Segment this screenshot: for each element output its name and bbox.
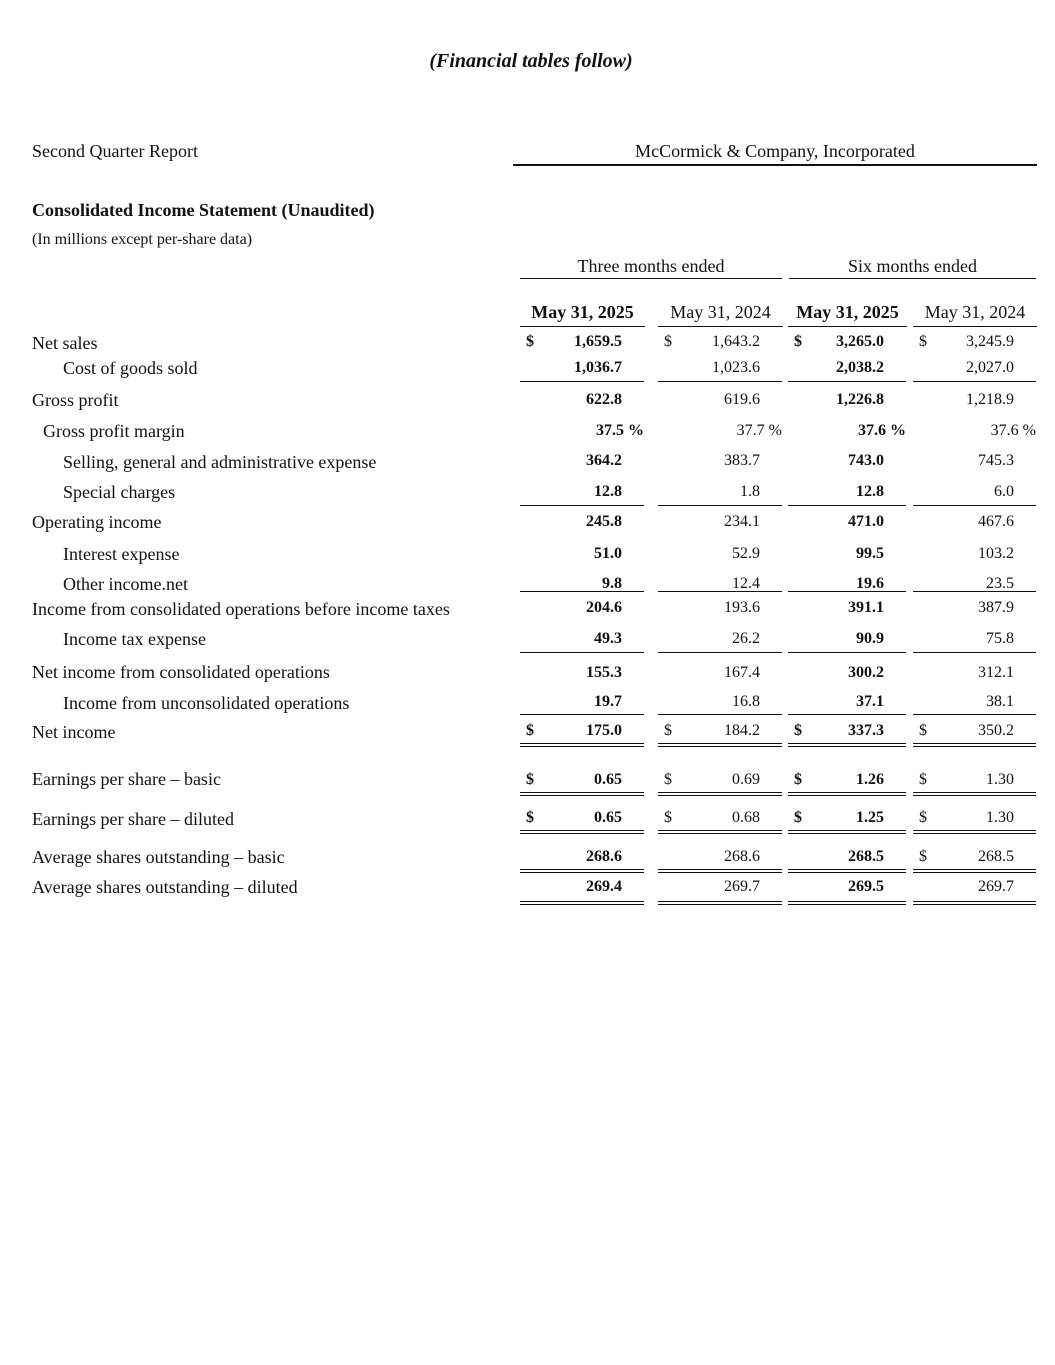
cell-value: 619.6 xyxy=(724,391,760,408)
cell-value: 312.1 xyxy=(978,664,1014,681)
cell-value: 12.4 xyxy=(732,575,760,592)
double-underline-rule xyxy=(520,830,644,834)
table-cell xyxy=(520,543,644,565)
cell-value: 269.7 xyxy=(978,878,1014,895)
cell-value: 37.5 % xyxy=(596,422,644,439)
cell-value: 26.2 xyxy=(732,630,760,647)
cell-value: 75.8 xyxy=(986,630,1014,647)
cell-value: 467.6 xyxy=(978,513,1014,530)
cell-value: 37.1 xyxy=(856,693,884,710)
cell-value: 3,245.9 xyxy=(966,333,1014,350)
table-cell xyxy=(913,331,1036,353)
currency-symbol: $ xyxy=(664,809,672,826)
cell-value: 350.2 xyxy=(978,722,1014,739)
table-cell xyxy=(520,420,644,442)
cell-value: 52.9 xyxy=(732,545,760,562)
table-cell xyxy=(658,420,782,442)
cell-value: 9.8 xyxy=(602,575,622,592)
cell-value: 51.0 xyxy=(594,545,622,562)
cell-value: 269.4 xyxy=(586,878,622,895)
cell-value: 184.2 xyxy=(724,722,760,739)
double-underline-rule xyxy=(658,743,782,747)
table-cell xyxy=(788,511,906,533)
row-label: Operating income xyxy=(32,512,162,532)
cell-value: 204.6 xyxy=(586,599,622,616)
table-cell xyxy=(520,357,644,379)
table-cell xyxy=(520,662,644,684)
cell-value: 268.5 xyxy=(848,848,884,865)
table-cell xyxy=(520,389,644,411)
company-name: McCormick & Company, Incorporated xyxy=(513,141,1037,166)
table-cell xyxy=(788,807,906,829)
cell-value: 1.26 xyxy=(856,771,884,788)
cell-value: 49.3 xyxy=(594,630,622,647)
double-underline-rule xyxy=(658,901,782,905)
cell-value: 1,659.5 xyxy=(574,333,622,350)
table-cell xyxy=(788,691,906,713)
table-cell xyxy=(913,543,1036,565)
double-underline-rule xyxy=(788,743,906,747)
table-cell xyxy=(658,846,782,868)
row-label: Net income from consolidated operations xyxy=(32,662,330,682)
cell-value: 1.30 xyxy=(986,809,1014,826)
table-cell xyxy=(913,846,1036,868)
cell-value: 0.65 xyxy=(594,809,622,826)
table-cell xyxy=(913,420,1036,442)
cell-value: 37.7 % xyxy=(736,422,782,439)
table-cell xyxy=(913,597,1036,619)
table-cell xyxy=(658,481,782,503)
row-label: Net income xyxy=(32,722,116,742)
table-cell xyxy=(658,628,782,650)
underline-rule xyxy=(913,714,1036,715)
table-cell xyxy=(788,389,906,411)
cell-value: 19.7 xyxy=(594,693,622,710)
cell-value: 268.5 xyxy=(978,848,1014,865)
intro-heading: (Financial tables follow) xyxy=(429,50,633,72)
currency-symbol: $ xyxy=(664,333,672,350)
table-cell xyxy=(788,846,906,868)
column-header: May 31, 2024 xyxy=(658,302,783,327)
cell-value: 2,027.0 xyxy=(966,359,1014,376)
underline-rule xyxy=(658,505,782,506)
column-header: May 31, 2025 xyxy=(520,302,645,327)
cell-value: 1,036.7 xyxy=(574,359,622,376)
row-label: Special charges xyxy=(63,482,176,502)
underline-rule xyxy=(913,652,1036,653)
double-underline-rule xyxy=(788,869,906,873)
underline-rule xyxy=(658,591,782,592)
table-cell xyxy=(788,720,906,742)
cell-value: 245.8 xyxy=(586,513,622,530)
double-underline-rule xyxy=(658,869,782,873)
currency-symbol: $ xyxy=(664,722,672,739)
table-cell xyxy=(913,691,1036,713)
cell-value: 300.2 xyxy=(848,664,884,681)
cell-value: 6.0 xyxy=(994,483,1014,500)
double-underline-rule xyxy=(520,901,644,905)
period-three-months: Three months ended xyxy=(520,256,782,279)
underline-rule xyxy=(658,652,782,653)
table-cell xyxy=(658,720,782,742)
row-label: Earnings per share – basic xyxy=(32,769,221,789)
table-cell xyxy=(520,807,644,829)
row-label: Other income.net xyxy=(63,574,188,594)
table-cell xyxy=(788,420,906,442)
table-cell xyxy=(788,876,906,898)
table-cell xyxy=(913,876,1036,898)
table-cell xyxy=(913,720,1036,742)
double-underline-rule xyxy=(913,869,1036,873)
table-cell xyxy=(658,876,782,898)
table-cell xyxy=(658,357,782,379)
currency-symbol: $ xyxy=(919,848,927,865)
double-underline-rule xyxy=(913,743,1036,747)
table-cell xyxy=(658,691,782,713)
currency-symbol: $ xyxy=(794,333,802,350)
cell-value: 175.0 xyxy=(586,722,622,739)
underline-rule xyxy=(520,591,644,592)
cell-value: 471.0 xyxy=(848,513,884,530)
underline-rule xyxy=(520,652,644,653)
table-cell xyxy=(520,769,644,791)
currency-symbol: $ xyxy=(664,771,672,788)
currency-symbol: $ xyxy=(919,722,927,739)
double-underline-rule xyxy=(913,901,1036,905)
cell-value: 1.25 xyxy=(856,809,884,826)
underline-rule xyxy=(788,591,906,592)
double-underline-rule xyxy=(658,830,782,834)
table-cell xyxy=(913,481,1036,503)
cell-value: 0.69 xyxy=(732,771,760,788)
double-underline-rule xyxy=(788,830,906,834)
table-cell xyxy=(788,769,906,791)
double-underline-rule xyxy=(520,743,644,747)
underline-rule xyxy=(520,381,644,382)
cell-value: 12.8 xyxy=(594,483,622,500)
double-underline-rule xyxy=(913,830,1036,834)
row-label: Average shares outstanding – diluted xyxy=(32,877,298,897)
column-header: May 31, 2024 xyxy=(913,302,1037,327)
table-cell xyxy=(913,450,1036,472)
table-cell xyxy=(913,662,1036,684)
table-cell xyxy=(658,450,782,472)
table-cell xyxy=(520,846,644,868)
cell-value: 37.6 % xyxy=(858,422,906,439)
currency-symbol: $ xyxy=(526,809,534,826)
row-label: Earnings per share – diluted xyxy=(32,809,234,829)
cell-value: 23.5 xyxy=(986,575,1014,592)
cell-value: 1,226.8 xyxy=(836,391,884,408)
currency-symbol: $ xyxy=(919,771,927,788)
underline-rule xyxy=(788,381,906,382)
cell-value: 745.3 xyxy=(978,452,1014,469)
table-cell xyxy=(788,662,906,684)
row-label: Income tax expense xyxy=(63,629,206,649)
currency-symbol: $ xyxy=(919,333,927,350)
double-underline-rule xyxy=(658,792,782,796)
cell-value: 1,643.2 xyxy=(712,333,760,350)
table-cell xyxy=(658,511,782,533)
cell-value: 155.3 xyxy=(586,664,622,681)
currency-symbol: $ xyxy=(526,722,534,739)
currency-symbol: $ xyxy=(794,771,802,788)
table-cell xyxy=(658,597,782,619)
cell-value: 99.5 xyxy=(856,545,884,562)
table-cell xyxy=(658,662,782,684)
currency-symbol: $ xyxy=(526,771,534,788)
cell-value: 268.6 xyxy=(724,848,760,865)
table-cell xyxy=(658,807,782,829)
underline-rule xyxy=(788,505,906,506)
cell-value: 269.5 xyxy=(848,878,884,895)
table-cell xyxy=(913,357,1036,379)
cell-value: 19.6 xyxy=(856,575,884,592)
cell-value: 387.9 xyxy=(978,599,1014,616)
row-label: Income from unconsolidated operations xyxy=(63,693,350,713)
cell-value: 103.2 xyxy=(978,545,1014,562)
table-cell xyxy=(658,331,782,353)
double-underline-rule xyxy=(788,901,906,905)
cell-value: 3,265.0 xyxy=(836,333,884,350)
cell-value: 193.6 xyxy=(724,599,760,616)
cell-value: 269.7 xyxy=(724,878,760,895)
cell-value: 38.1 xyxy=(986,693,1014,710)
table-cell xyxy=(788,357,906,379)
table-cell xyxy=(788,543,906,565)
underline-rule xyxy=(913,505,1036,506)
table-cell xyxy=(520,481,644,503)
cell-value: 268.6 xyxy=(586,848,622,865)
cell-value: 383.7 xyxy=(724,452,760,469)
cell-value: 16.8 xyxy=(732,693,760,710)
row-label: Cost of goods sold xyxy=(63,358,198,378)
table-cell xyxy=(913,389,1036,411)
cell-value: 1.8 xyxy=(740,483,760,500)
table-cell xyxy=(788,597,906,619)
row-label: Interest expense xyxy=(63,544,180,564)
table-cell xyxy=(788,450,906,472)
cell-value: 1.30 xyxy=(986,771,1014,788)
currency-symbol: $ xyxy=(794,722,802,739)
underline-rule xyxy=(658,714,782,715)
table-cell xyxy=(520,331,644,353)
cell-value: 337.3 xyxy=(848,722,884,739)
table-cell xyxy=(520,597,644,619)
table-cell xyxy=(913,769,1036,791)
underline-rule xyxy=(520,505,644,506)
cell-value: 234.1 xyxy=(724,513,760,530)
row-label: Income from consolidated operations before income taxes xyxy=(32,599,450,619)
cell-value: 391.1 xyxy=(848,599,884,616)
table-cell xyxy=(788,331,906,353)
table-cell xyxy=(520,450,644,472)
cell-value: 0.68 xyxy=(732,809,760,826)
cell-value: 2,038.2 xyxy=(836,359,884,376)
currency-symbol: $ xyxy=(794,809,802,826)
row-label: Selling, general and administrative expense xyxy=(63,452,377,472)
cell-value: 12.8 xyxy=(856,483,884,500)
table-cell xyxy=(913,807,1036,829)
currency-symbol: $ xyxy=(919,809,927,826)
table-cell xyxy=(520,628,644,650)
underline-rule xyxy=(913,591,1036,592)
table-cell xyxy=(658,543,782,565)
double-underline-rule xyxy=(913,792,1036,796)
table-cell xyxy=(913,511,1036,533)
underline-rule xyxy=(788,714,906,715)
underline-rule xyxy=(658,381,782,382)
double-underline-rule xyxy=(520,792,644,796)
table-cell xyxy=(788,481,906,503)
cell-value: 1,023.6 xyxy=(712,359,760,376)
double-underline-rule xyxy=(788,792,906,796)
cell-value: 743.0 xyxy=(848,452,884,469)
row-label: Average shares outstanding – basic xyxy=(32,847,285,867)
table-cell xyxy=(520,511,644,533)
cell-value: 622.8 xyxy=(586,391,622,408)
table-cell xyxy=(520,720,644,742)
table-cell xyxy=(913,628,1036,650)
cell-value: 90.9 xyxy=(856,630,884,647)
statement-subtitle: (In millions except per-share data) xyxy=(32,231,253,248)
cell-value: 0.65 xyxy=(594,771,622,788)
table-cell xyxy=(788,628,906,650)
period-six-months: Six months ended xyxy=(789,256,1036,279)
report-label: Second Quarter Report xyxy=(32,141,198,161)
cell-value: 167.4 xyxy=(724,664,760,681)
currency-symbol: $ xyxy=(526,333,534,350)
row-label: Gross profit margin xyxy=(43,421,185,441)
statement-title: Consolidated Income Statement (Unaudited) xyxy=(32,200,375,220)
cell-value: 37.6 % xyxy=(990,422,1036,439)
double-underline-rule xyxy=(520,869,644,873)
cell-value: 364.2 xyxy=(586,452,622,469)
cell-value: 1,218.9 xyxy=(966,391,1014,408)
table-cell xyxy=(520,876,644,898)
table-cell xyxy=(520,691,644,713)
table-cell xyxy=(658,389,782,411)
table-cell xyxy=(658,769,782,791)
row-label: Gross profit xyxy=(32,390,119,410)
row-label: Net sales xyxy=(32,333,98,353)
column-header: May 31, 2025 xyxy=(788,302,907,327)
underline-rule xyxy=(788,652,906,653)
underline-rule xyxy=(913,381,1036,382)
underline-rule xyxy=(520,714,644,715)
